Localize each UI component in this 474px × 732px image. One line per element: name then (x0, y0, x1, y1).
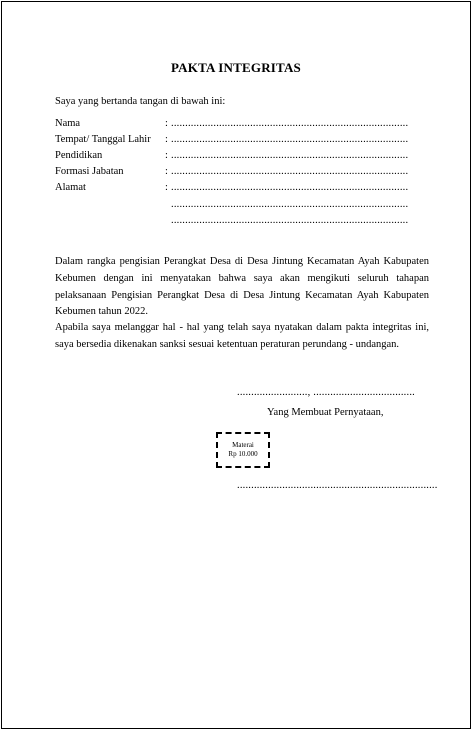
field-blank: .................................................................................... (171, 118, 409, 129)
document-title: PAKTA INTEGRITAS (171, 60, 301, 75)
address-continuation-line: .................................................................................... (171, 199, 409, 210)
field-separator: : (165, 150, 168, 161)
field-nama (55, 118, 408, 129)
field-separator: : (165, 166, 168, 177)
field-separator: : (165, 118, 168, 129)
field-label: Pendidikan (55, 150, 103, 161)
statement-paragraph: Dalam rangka pengisian Perangkat Desa di Desa Jintung Kecamatan Ayah Kabupaten Kebumen dengan ini menyatakan bahwa saya akan mengikuti seluruh tahapan pelaksanaan Pengisian Perangkat Desa di Desa Jintung Kecamatan Ayah Kabupaten Kebumen tahun 2022. (55, 256, 429, 318)
stamp-value: Rp 10.000 (228, 450, 258, 458)
field-pendidikan (55, 150, 408, 161)
sanction-paragraph: Apabila saya melanggar hal - hal yang telah saya nyatakan dalam pakta integritas ini, saya bersedia dikenakan sanksi sesuai ketentuan peraturan perundang - undangan. (55, 322, 429, 350)
field-blank: .................................................................................... (171, 166, 409, 177)
field-blank: .................................................................................... (171, 150, 409, 161)
field-separator: : (165, 134, 168, 145)
maker-label: Yang Membuat Pernyataan, (267, 407, 384, 418)
field-label: Nama (55, 118, 81, 129)
field-tempat-tanggal-lahir (55, 134, 408, 145)
field-formasi-jabatan (55, 166, 408, 177)
signature-line: ....................................................................... (237, 480, 438, 491)
field-separator: : (165, 182, 168, 193)
field-label: Formasi Jabatan (55, 166, 124, 177)
field-label: Tempat/ Tanggal Lahir (55, 134, 151, 145)
intro-text: Saya yang bertanda tangan di bawah ini: (55, 96, 226, 107)
field-blank: .................................................................................... (171, 134, 409, 145)
field-label: Alamat (55, 182, 86, 193)
address-continuation-line: .................................................................................... (171, 215, 409, 226)
field-alamat (55, 182, 408, 193)
document-page (1, 1, 471, 729)
materai-stamp-box (216, 432, 270, 468)
place-date-line: ........................., .................................... (237, 387, 415, 398)
stamp-label: Materai (232, 441, 254, 449)
field-blank: .................................................................................... (171, 182, 409, 193)
